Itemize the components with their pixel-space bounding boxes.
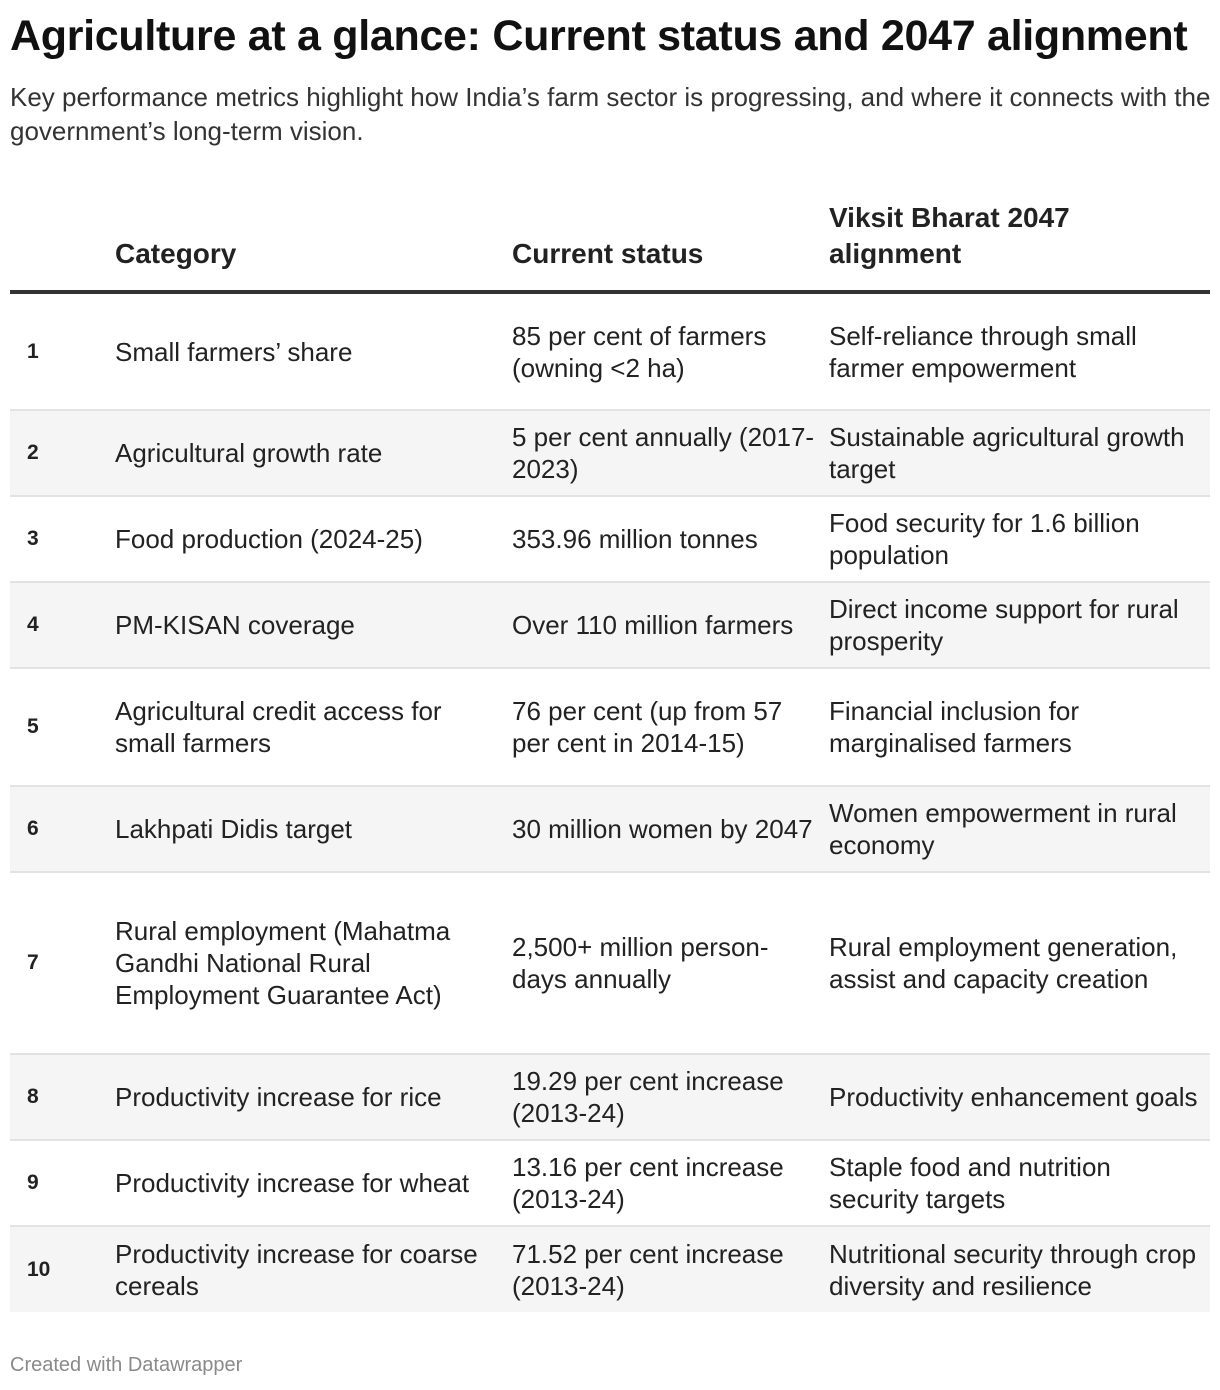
- column-header-number[interactable]: [10, 200, 115, 292]
- row-status: 5 per cent annually (2017-2023): [512, 410, 829, 496]
- table-row: [10, 496, 1210, 582]
- row-alignment: Nutritional security through crop diversity and resilience: [829, 1226, 1210, 1312]
- row-alignment: Financial inclusion for marginalised farmers: [829, 668, 1210, 786]
- row-category: Productivity increase for rice: [115, 1054, 512, 1140]
- row-alignment: Direct income support for rural prosperity: [829, 582, 1210, 668]
- row-category: Productivity increase for coarse cereals: [115, 1226, 512, 1312]
- table-row: [10, 410, 1210, 496]
- table-row: [10, 1140, 1210, 1226]
- table-row: [10, 582, 1210, 668]
- table-body: [10, 292, 1210, 1312]
- table-row: [10, 786, 1210, 872]
- column-header-category[interactable]: Category: [115, 200, 512, 292]
- row-category: Rural employment (Mahatma Gandhi National Rural Employment Guarantee Act): [115, 872, 512, 1054]
- row-status: 76 per cent (up from 57 per cent in 2014-15): [512, 668, 829, 786]
- table-row: [10, 1054, 1210, 1140]
- row-category: Agricultural credit access for small farmers: [115, 668, 512, 786]
- row-status: 71.52 per cent increase (2013-24): [512, 1226, 829, 1312]
- row-number: 3: [10, 496, 115, 582]
- column-header-alignment[interactable]: Viksit Bharat 2047 alignment: [829, 200, 1210, 292]
- row-alignment: Food security for 1.6 billion population: [829, 496, 1210, 582]
- table-row: [10, 872, 1210, 1054]
- row-alignment: Sustainable agricultural growth target: [829, 410, 1210, 496]
- row-alignment: Women empowerment in rural economy: [829, 786, 1210, 872]
- row-number: 8: [10, 1054, 115, 1140]
- row-category: Lakhpati Didis target: [115, 786, 512, 872]
- row-category: Small farmers’ share: [115, 292, 512, 410]
- row-status: 2,500+ million person-days annually: [512, 872, 829, 1054]
- row-category: Productivity increase for wheat: [115, 1140, 512, 1226]
- column-header-status[interactable]: Current status: [512, 200, 829, 292]
- row-category: Food production (2024-25): [115, 496, 512, 582]
- row-number: 5: [10, 668, 115, 786]
- row-number: 6: [10, 786, 115, 872]
- row-category: PM-KISAN coverage: [115, 582, 512, 668]
- table-row: [10, 668, 1210, 786]
- footer-credit[interactable]: Created with Datawrapper: [10, 1354, 243, 1376]
- row-category: Agricultural growth rate: [115, 410, 512, 496]
- table-header: [10, 200, 1210, 292]
- row-number: 1: [10, 292, 115, 410]
- row-number: 9: [10, 1140, 115, 1226]
- row-number: 4: [10, 582, 115, 668]
- row-alignment: Self-reliance through small farmer empowerment: [829, 292, 1210, 410]
- row-alignment: Productivity enhancement goals: [829, 1054, 1210, 1140]
- row-status: 353.96 million tonnes: [512, 496, 829, 582]
- row-status: 13.16 per cent increase (2013-24): [512, 1140, 829, 1226]
- row-number: 2: [10, 410, 115, 496]
- chart-subtitle: Key performance metrics highlight how India’s farm sector is progressing, and where it connects with the government’s long-term vision.: [10, 82, 1211, 146]
- row-alignment: Staple food and nutrition security targets: [829, 1140, 1210, 1226]
- row-number: 10: [10, 1226, 115, 1312]
- row-status: 19.29 per cent increase (2013-24): [512, 1054, 829, 1140]
- row-status: 30 million women by 2047: [512, 786, 829, 872]
- table-row: [10, 1226, 1210, 1312]
- data-table: [10, 200, 1210, 1312]
- chart-title: Agriculture at a glance: Current status and 2047 alignment: [10, 12, 1188, 60]
- row-status: 85 per cent of farmers (owning <2 ha): [512, 292, 829, 410]
- row-status: Over 110 million farmers: [512, 582, 829, 668]
- row-number: 7: [10, 872, 115, 1054]
- row-alignment: Rural employment generation, assist and capacity creation: [829, 872, 1210, 1054]
- table-row: [10, 292, 1210, 410]
- table-header-row: [10, 200, 1210, 292]
